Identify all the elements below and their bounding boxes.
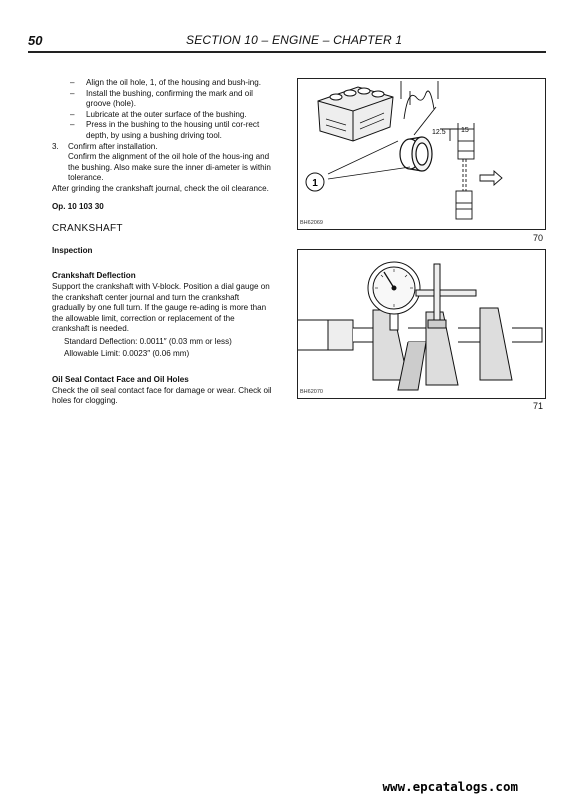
oil-seal-heading: Oil Seal Contact Face and Oil Holes [52, 375, 189, 385]
footer-url[interactable]: www.epcatalogs.com [382, 779, 518, 794]
step-lubricate: – Lubricate at the outer surface of the bushing. [70, 110, 274, 121]
figure-70-bushing [297, 78, 546, 230]
figure-70-code: BH62069 [300, 220, 323, 226]
inspection-heading: Inspection [52, 245, 93, 255]
step-3-text: Confirm the alignment of the oil hole of the hous-ing and the bushing. Also make sure the inner di-ameter is within tolerance. [68, 152, 271, 183]
standard-deflection: Standard Deflection: 0.0011″ (0.03 mm or less) [64, 336, 232, 346]
step-3-number: 3. [52, 141, 59, 151]
page-number: 50 [28, 33, 43, 48]
bushing-illustration [298, 79, 545, 229]
step-align-oil-hole: – Align the oil hole, 1, of the housing and bush-ing. [70, 78, 274, 89]
dim-label-12-5: 12.5 [432, 129, 446, 136]
figure-71-code: BH62070 [300, 389, 323, 395]
step-press-bushing: – Press in the bushing to the housing until cor-rect depth, by using a bushing driving tool. [70, 120, 274, 141]
section-title: SECTION 10 – ENGINE – CHAPTER 1 [186, 33, 403, 47]
dim-label-15: 15 [461, 127, 469, 134]
figure-71-dial-gauge [297, 249, 546, 399]
callout-1: 1 [312, 178, 318, 189]
op-code: Op. 10 103 30 [52, 201, 104, 211]
dial-gauge-illustration [298, 250, 545, 398]
step-3-title: Confirm after installation. [68, 141, 158, 151]
step-3 [52, 142, 274, 184]
header-rule [28, 51, 546, 53]
crankshaft-heading: CRANKSHAFT [52, 223, 123, 235]
figure-70-number: 70 [533, 233, 544, 243]
figure-71-number: 71 [533, 401, 544, 411]
deflection-heading: Crankshaft Deflection [52, 271, 136, 281]
body-text-column [52, 78, 274, 407]
oil-seal-text: Check the oil seal contact face for damage or wear. Check oil holes for clogging. [52, 385, 272, 406]
deflection-text: Support the crankshaft with V-block. Position a dial gauge on the crankshaft center journal and turn the crankshaft gradually by one full turn. If the gauge re-ading is more than the allowable limit, correction or replacement of the crankshaft is needed. [52, 281, 270, 334]
step-install-bushing: – Install the bushing, confirming the mark and oil groove (hole). [70, 89, 274, 110]
after-grinding-text: After grinding the crankshaft journal, check the oil clearance. [52, 183, 269, 193]
allowable-limit: Allowable Limit: 0.0023″ (0.06 mm) [64, 349, 190, 359]
